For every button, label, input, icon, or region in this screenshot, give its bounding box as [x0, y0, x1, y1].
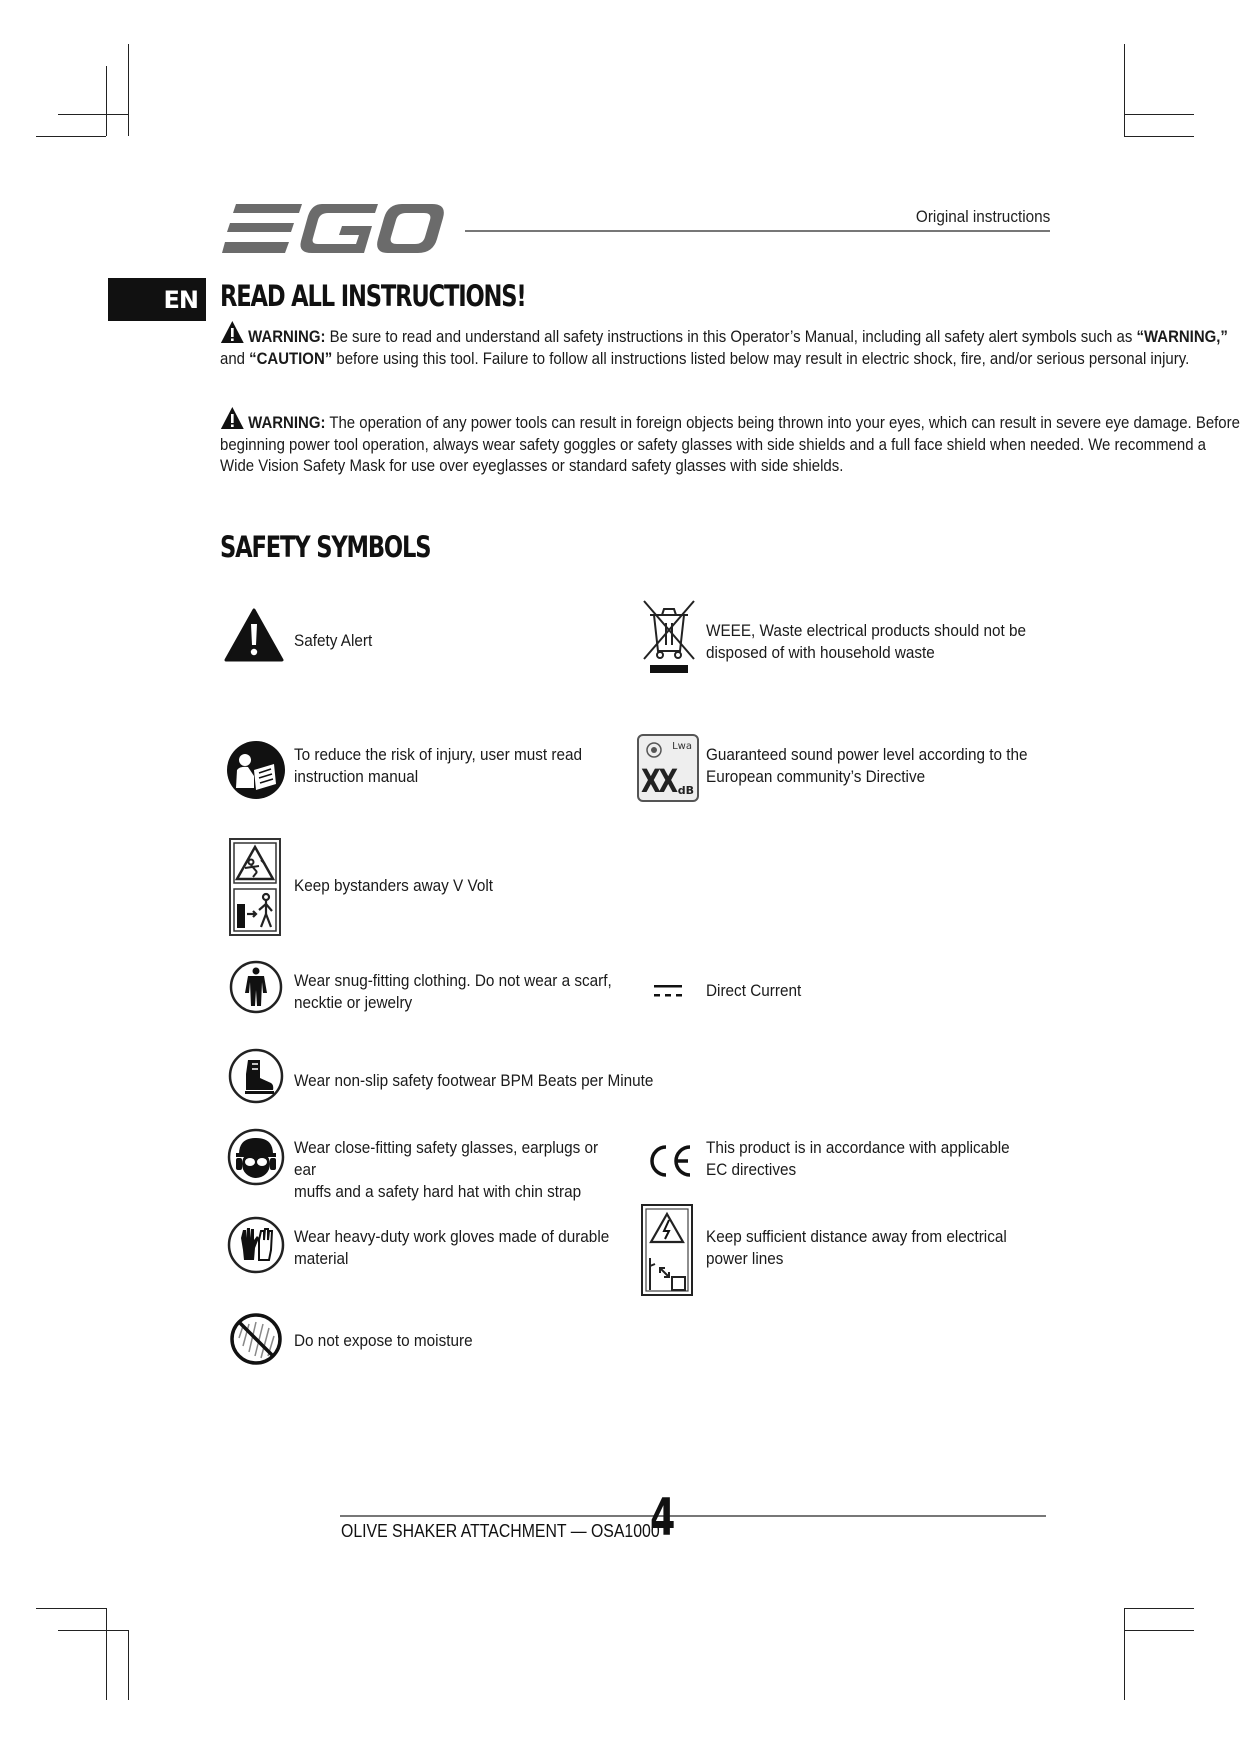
safety-symbols-heading: SAFETY SYMBOLS	[220, 530, 431, 564]
warning-triangle-icon	[220, 320, 245, 344]
footwear-icon	[228, 1048, 284, 1104]
ce-mark-icon	[646, 1144, 692, 1178]
sound-power-unit: dB	[677, 784, 694, 797]
read-all-heading: READ ALL INSTRUCTIONS!	[220, 279, 526, 313]
warning-paragraph-2	[220, 406, 1240, 477]
footer-rule	[340, 1515, 1046, 1517]
crop-mark	[36, 136, 106, 137]
weee-icon	[640, 597, 698, 675]
symbol-description: Keep sufficient distance away from electrical power lines	[706, 1227, 1007, 1268]
bystanders-icon	[229, 838, 281, 936]
sound-power-icon	[637, 734, 699, 802]
warning-paragraph-1	[220, 320, 1228, 369]
warning-text: The operation of any power tools can result in foreign objects being thrown into your eyes, which can result in severe eye damage. Before beginning power tool operation, always wear safety goggles or safety glasses with side shields and a full face shield when needed. We recommend a Wide Vision Safety Mask for use over eyeglasses or standard safety glasses with side shields.	[220, 413, 1240, 475]
symbol-description: Wear non-slip safety footwear BPM Beats per Minute	[294, 1071, 654, 1090]
warning-text: Be sure to read and understand all safety instructions in this Operator’s Manual, including all safety alert symbols such as	[325, 327, 1137, 346]
speaker-icon	[645, 741, 663, 759]
warning-triangle-icon	[220, 406, 245, 430]
crop-mark	[1124, 1608, 1194, 1609]
symbol-description: Wear snug-fitting clothing. Do not wear a scarf, necktie or jewelry	[294, 971, 612, 1012]
header-rule	[465, 230, 1050, 232]
crop-mark	[58, 1630, 128, 1631]
crop-mark	[1124, 44, 1125, 136]
crop-mark	[106, 1608, 107, 1700]
warning-text: and	[220, 348, 250, 368]
crop-mark	[128, 1630, 129, 1700]
crop-mark	[58, 114, 128, 115]
gloves-icon	[227, 1216, 285, 1274]
original-instructions-label: Original instructions	[915, 207, 1050, 226]
safety-alert-icon	[224, 608, 284, 662]
footer-product-name: OLIVE SHAKER ATTACHMENT — OSA1000	[341, 1521, 660, 1541]
clothing-icon	[229, 960, 283, 1014]
caution-keyword: “CAUTION”	[249, 348, 333, 368]
power-lines-icon	[641, 1204, 693, 1296]
symbol-description: Wear heavy-duty work gloves made of durable material	[294, 1227, 610, 1268]
warning-label: WARNING:	[248, 413, 326, 432]
symbol-description: This product is in accordance with applicable EC directives	[706, 1138, 1010, 1179]
sound-power-label: Lwa	[672, 741, 692, 752]
page-number: 4	[650, 1488, 676, 1548]
symbol-description: Guaranteed sound power level according to the European community’s Directive	[706, 745, 1028, 786]
no-moisture-icon	[229, 1312, 283, 1366]
symbol-description: Keep bystanders away V Volt	[294, 876, 494, 895]
warning-keyword: “WARNING,”	[1136, 327, 1228, 346]
eye-ear-head-protection-icon	[227, 1128, 285, 1186]
symbol-description: To reduce the risk of injury, user must read instruction manual	[294, 745, 582, 786]
symbol-description: Safety Alert	[294, 631, 373, 650]
sound-power-value: XX	[641, 762, 676, 800]
symbol-description: Direct Current	[706, 981, 802, 1000]
warning-label: WARNING:	[248, 327, 326, 346]
crop-mark	[1124, 114, 1194, 115]
crop-mark	[1124, 1630, 1194, 1631]
crop-mark	[128, 44, 129, 136]
crop-mark	[106, 66, 107, 136]
direct-current-icon	[653, 983, 683, 999]
crop-mark	[1124, 1608, 1125, 1700]
read-manual-icon	[226, 740, 286, 800]
symbol-description: WEEE, Waste electrical products should not be disposed of with household waste	[706, 621, 1027, 662]
symbol-description: Do not expose to moisture	[294, 1331, 473, 1350]
crop-mark	[1124, 136, 1194, 137]
ego-logo	[222, 204, 444, 254]
crop-mark	[36, 1608, 106, 1609]
symbol-description: Wear close-fitting safety glasses, earplugs or ear muffs and a safety hard hat with chin strap	[294, 1138, 599, 1201]
warning-text: before using this tool. Failure to follow all instructions listed below may result in electric shock, fire, and/or serious personal injury.	[332, 348, 1190, 368]
language-tab: EN	[108, 278, 206, 321]
